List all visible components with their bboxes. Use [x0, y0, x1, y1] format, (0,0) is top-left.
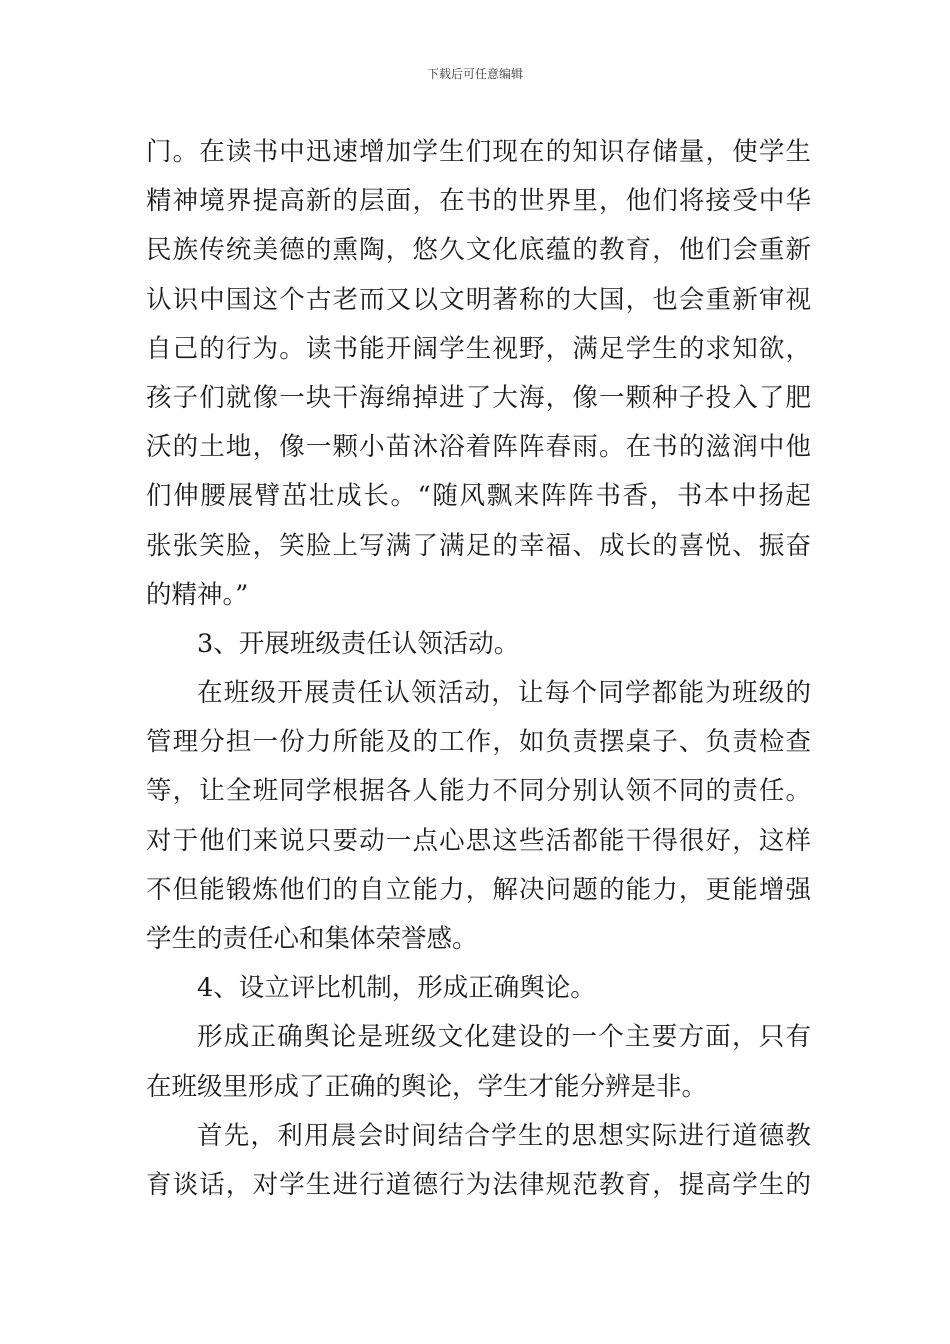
section-heading: 3、开展班级责任认领活动。 — [197, 628, 520, 659]
text-line: 门。在读书中迅速增加学生们现在的知识存储量，使学生 — [146, 137, 811, 167]
section-heading: 4、设立评比机制，形成正确舆论。 — [197, 973, 596, 1004]
text-line: 在班级里形成了正确的舆论，学生才能分辨是非。 — [146, 1071, 708, 1102]
page-header: 下载后可任意编辑 — [426, 67, 523, 81]
text-line: 不但能锻炼他们的自立能力，解决问题的能力，更能增强 — [146, 874, 811, 905]
text-line: 等，让全班同学根据各人能力不同分别认领不同的责任。 — [146, 776, 811, 807]
text-line: 育谈话，对学生进行道德行为法律规范教育，提高学生的 — [146, 1169, 811, 1200]
text-line: 们伸腰展臂茁壮成长。“随风飘来阵阵书香，书本中扬起 — [146, 481, 811, 512]
text-line: 首先，利用晨会时间结合学生的思想实际进行道德教 — [197, 1120, 811, 1151]
text-line: 认识中国这个古老而又以文明著称的大国，也会重新审视 — [146, 284, 811, 315]
text-line: 学生的责任心和集体荣誉感。 — [146, 924, 478, 954]
text-line: 张张笑脸，笑脸上写满了满足的幸福、成长的喜悦、振奋 — [146, 530, 811, 561]
text-line: 民族传统美德的熏陶，悠久文化底蕴的教育，他们会重新 — [146, 235, 811, 266]
text-line: 沃的土地，像一颗小苗沐浴着阵阵春雨。在书的滋润中他 — [146, 432, 811, 463]
text-line: 管理分担一份力所能及的工作，如负责摆桌子、负责检查 — [146, 727, 811, 758]
text-line: 自己的行为。读书能开阔学生视野，满足学生的求知欲， — [146, 333, 811, 364]
text-line: 形成正确舆论是班级文化建设的一个主要方面，只有 — [197, 1022, 811, 1053]
text-line: 孩子们就像一块干海绵掉进了大海，像一颗种子投入了肥 — [146, 382, 811, 413]
text-line: 的精神。” — [146, 579, 249, 610]
document-body — [146, 128, 811, 1210]
text-line: 对于他们来说只要动一点心思这些活都能干得很好，这样 — [146, 825, 811, 856]
text-line: 精神境界提高新的层面，在书的世界里，他们将接受中华 — [146, 186, 811, 217]
text-line: 在班级开展责任认领活动，让每个同学都能为班级的 — [197, 678, 811, 709]
